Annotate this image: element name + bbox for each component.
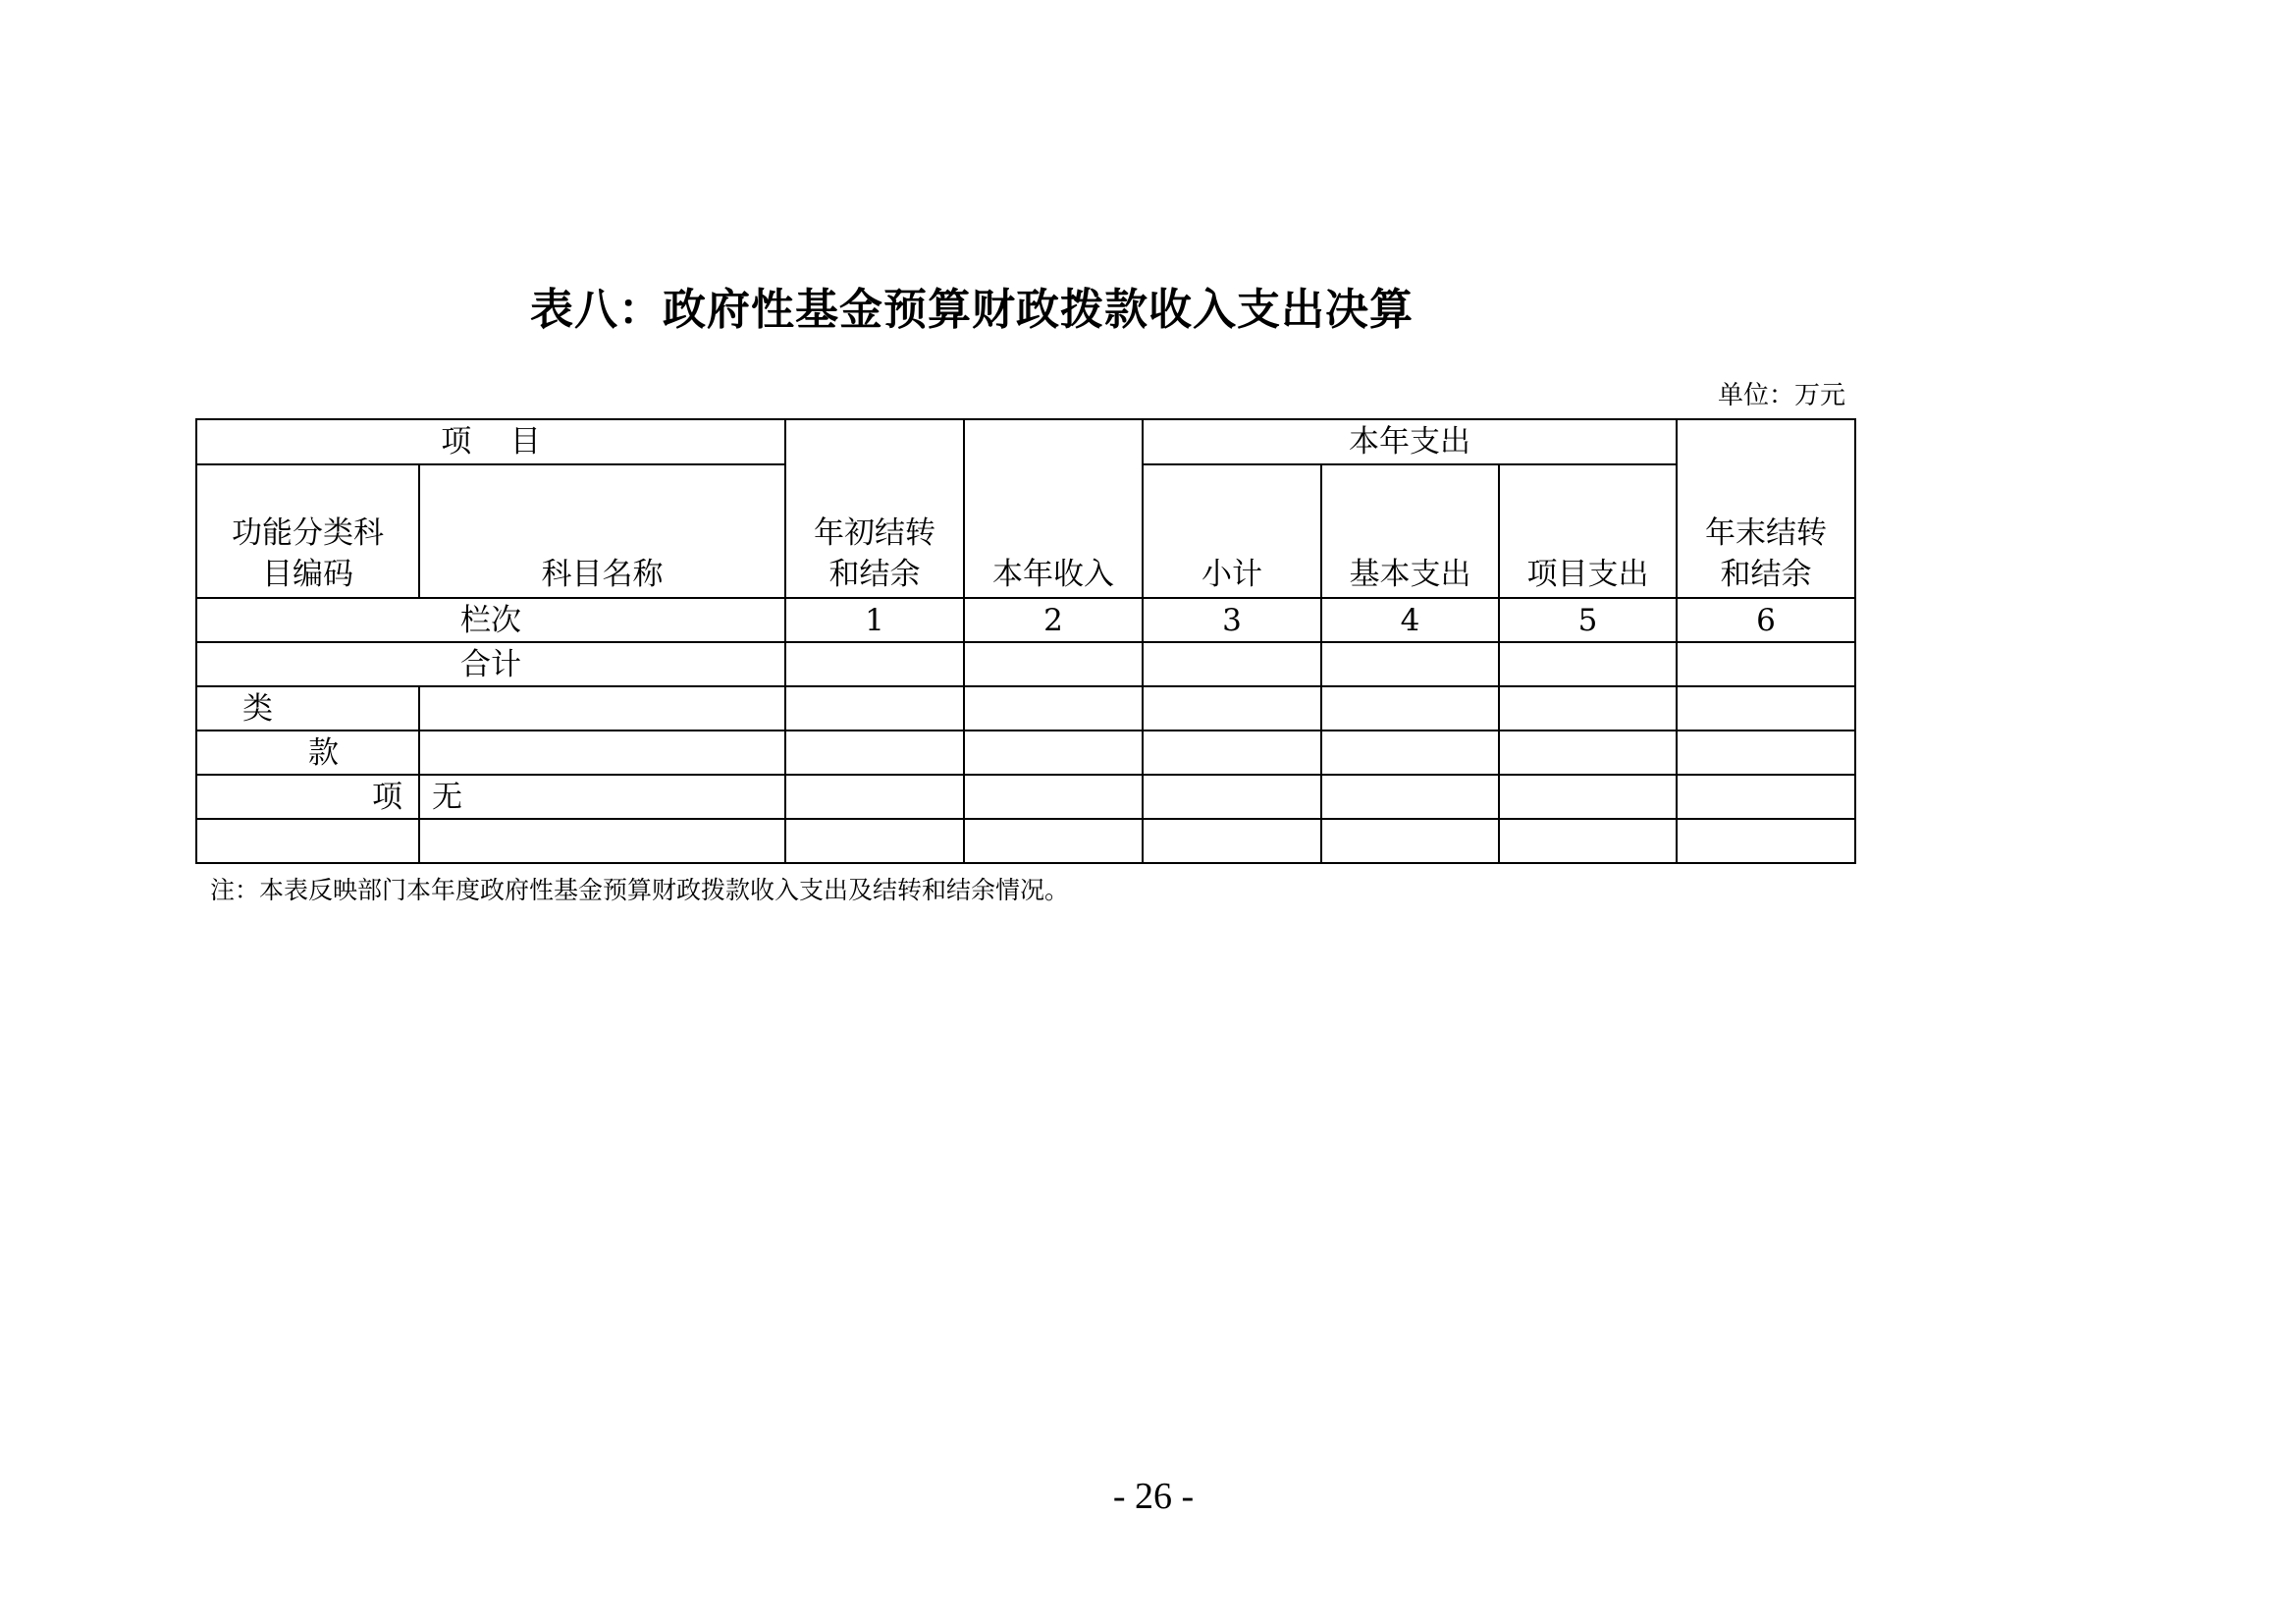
table-cell — [785, 819, 964, 863]
table-cell — [1499, 731, 1677, 775]
table-cell — [1499, 819, 1677, 863]
table-cell — [785, 775, 964, 819]
class-label: 类 — [196, 686, 419, 731]
column-index-4: 4 — [1321, 598, 1499, 642]
total-row — [196, 642, 1855, 686]
table-cell — [1677, 775, 1855, 819]
table-cell — [419, 819, 785, 863]
xiang-name: 无 — [419, 775, 785, 819]
table-cell — [1143, 775, 1321, 819]
table-cell — [1143, 686, 1321, 731]
header-current-income: 本年收入 — [964, 419, 1143, 598]
header-current-expense: 本年支出 — [1143, 419, 1677, 464]
table-cell — [1143, 642, 1321, 686]
table-cell — [419, 686, 785, 731]
table-cell — [964, 642, 1143, 686]
table-cell — [419, 731, 785, 775]
header-closing-balance: 年末结转和结余 — [1677, 419, 1855, 598]
xiang-row — [196, 775, 1855, 819]
header-opening-balance: 年初结转和结余 — [785, 419, 964, 598]
table-cell — [196, 819, 419, 863]
header-project-expense: 项目支出 — [1499, 464, 1677, 598]
page-number: - 26 - — [1112, 1476, 1195, 1517]
table-cell — [964, 686, 1143, 731]
budget-table — [195, 418, 1856, 864]
table-cell — [1499, 686, 1677, 731]
table-cell — [1321, 686, 1499, 731]
kuan-row — [196, 731, 1855, 775]
table-cell — [1321, 775, 1499, 819]
total-label: 合计 — [196, 642, 785, 686]
table-cell — [1499, 642, 1677, 686]
header-basic-expense: 基本支出 — [1321, 464, 1499, 598]
table-cell — [1677, 731, 1855, 775]
header-subtotal: 小计 — [1143, 464, 1321, 598]
column-index-1: 1 — [785, 598, 964, 642]
column-index-label: 栏次 — [196, 598, 785, 642]
class-row — [196, 686, 1855, 731]
column-index-2: 2 — [964, 598, 1143, 642]
table-cell — [785, 731, 964, 775]
table-cell — [785, 686, 964, 731]
empty-row — [196, 819, 1855, 863]
table-cell — [1677, 819, 1855, 863]
column-index-6: 6 — [1677, 598, 1855, 642]
header-row-1 — [196, 419, 1855, 464]
header-function-code: 功能分类科目编码 — [196, 464, 419, 598]
table-cell — [1321, 819, 1499, 863]
document-title: 表八：政府性基金预算财政拨款收入支出决算 — [530, 285, 1414, 335]
table-cell — [964, 775, 1143, 819]
table-cell — [964, 731, 1143, 775]
table-cell — [964, 819, 1143, 863]
table-cell — [1677, 686, 1855, 731]
table-note: 注：本表反映部门本年度政府性基金预算财政拨款收入支出及结转和结余情况。 — [210, 876, 1070, 904]
header-subject-name: 科目名称 — [419, 464, 785, 598]
column-index-5: 5 — [1499, 598, 1677, 642]
table-cell — [1499, 775, 1677, 819]
table-cell — [1321, 731, 1499, 775]
unit-label: 单位：万元 — [1717, 381, 1845, 410]
column-index-3: 3 — [1143, 598, 1321, 642]
kuan-label: 款 — [196, 731, 419, 775]
column-index-row — [196, 598, 1855, 642]
header-item: 项 目 — [196, 419, 785, 464]
table-cell — [1143, 819, 1321, 863]
table-cell — [1677, 642, 1855, 686]
table-cell — [1321, 642, 1499, 686]
table-cell — [1143, 731, 1321, 775]
table-cell — [785, 642, 964, 686]
xiang-label: 项 — [196, 775, 419, 819]
